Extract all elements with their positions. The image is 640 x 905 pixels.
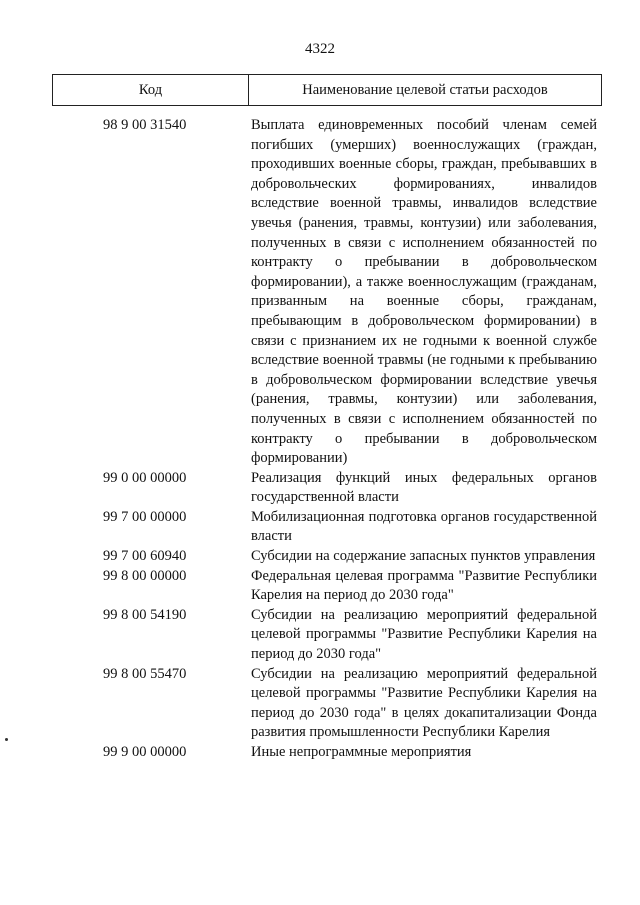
row-description: Субсидии на реализацию мероприятий федеральной целевой программы "Развитие Республики Карелия на период до 2030 года" в целях докапитализации Фонда развития промышленности Республики Карелия (251, 665, 597, 741)
row-description: Мобилизационная подготовка органов государственной власти (251, 508, 597, 545)
header-code-column: Код (53, 75, 249, 105)
table-row (0, 606, 640, 665)
row-description: Выплата единовременных пособий членам семей погибших (умерших) военнослужащих (граждан, проходивших военные сборы, граждан, пребывавших в добровольческих формированиях, инвалидов вследствие военной травмы, инвалидов вследствие увечья (ранения, травмы, контузии) или заболевания, полученных в связи с исполнением обязанностей по контракту о пребывании в добровольческом формировании), а также военнослужащим (гражданам, призванным на военные сборы, гражданам, пребывающим в добровольческом формировании) в связи с признанием их не годными к военной службе вследствие военной травмы (не годными к пребыванию в добровольческом формировании вследствие увечья (ранения, травмы, контузии) или заболевания, полученных в связи с исполнением обязанностей по контракту о пребывании в добровольческом формировании) (251, 117, 597, 467)
row-code: 99 0 00 00000 (103, 469, 187, 486)
row-description: Иные непрограммные мероприятия (251, 744, 472, 760)
table-row (0, 116, 640, 469)
row-description: Федеральная целевая программа "Развитие Республики Карелия на период до 2030 года" (251, 567, 597, 604)
page-number: 4322 (305, 41, 335, 57)
table-row (0, 665, 640, 743)
table-row (0, 743, 640, 763)
row-description: Субсидии на содержание запасных пунктов управления (251, 548, 596, 565)
header-name-column: Наименование целевой статьи расходов (302, 81, 548, 98)
table-row (0, 547, 640, 567)
table-row (0, 508, 640, 547)
row-code: 99 8 00 55470 (103, 665, 187, 682)
row-code: 99 9 00 00000 (103, 744, 187, 760)
row-code: 99 8 00 00000 (103, 567, 187, 584)
row-description: Субсидии на реализацию мероприятий федеральной целевой программы "Развитие Республики Карелия на период до 2030 года" (251, 606, 597, 663)
table-row (0, 567, 640, 606)
row-code: 99 8 00 54190 (103, 606, 187, 623)
table-row (0, 469, 640, 508)
row-code: 99 7 00 60940 (103, 548, 187, 565)
scan-mark (5, 738, 8, 741)
expense-items-list (0, 116, 640, 763)
row-description: Реализация функций иных федеральных органов государственной власти (251, 469, 597, 506)
table-header (52, 74, 602, 106)
row-code: 99 7 00 00000 (103, 508, 187, 525)
row-code: 98 9 00 31540 (103, 117, 187, 133)
